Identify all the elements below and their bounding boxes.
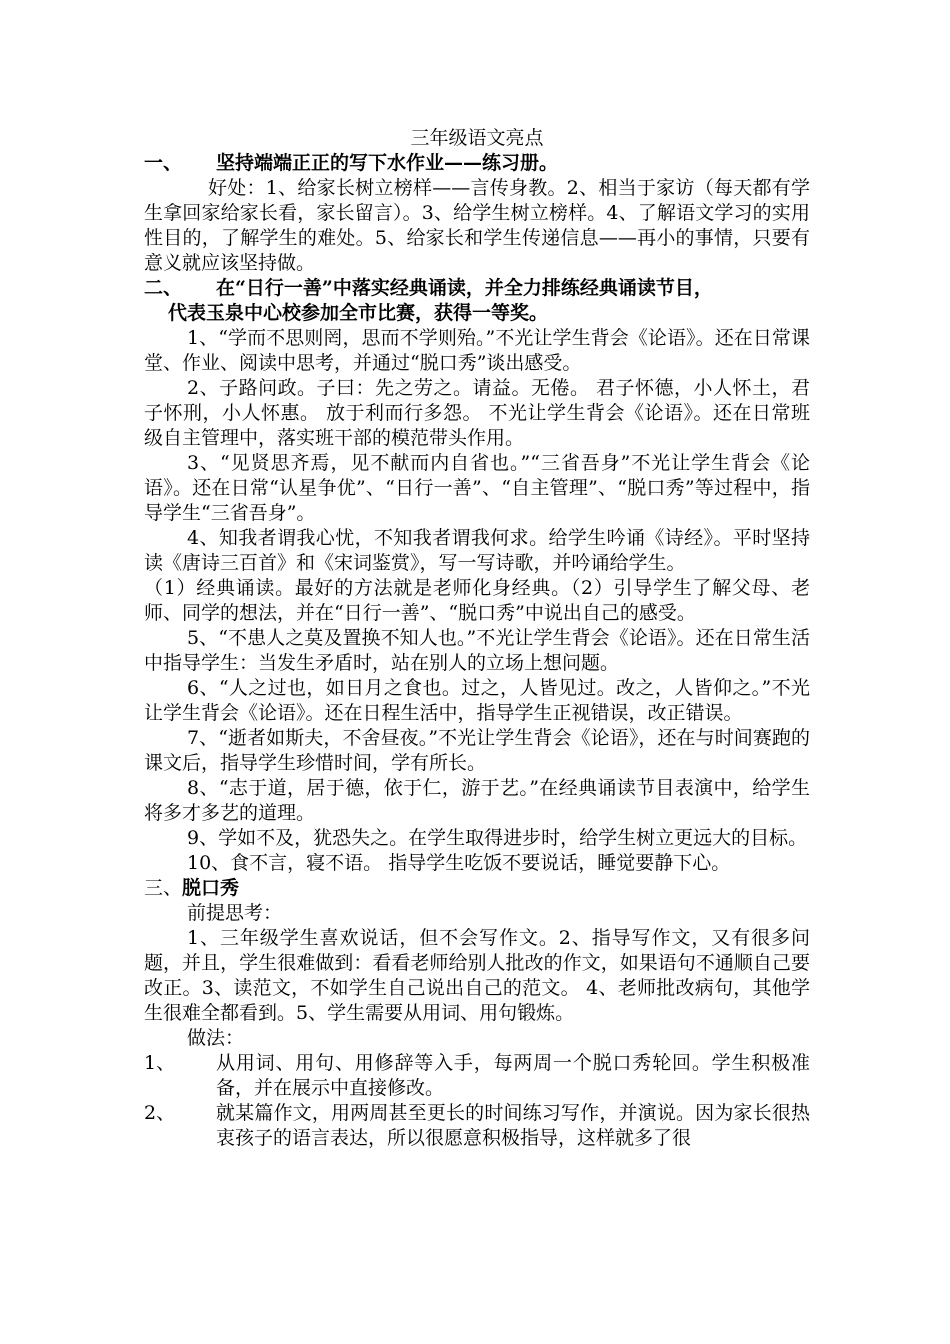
section-3-number: 三、 <box>144 877 183 899</box>
section-2-heading-line1: 在“日行一善”中落实经典诵读，并全力排练经典诵读节目， <box>216 277 713 299</box>
section-3-heading <box>144 876 810 901</box>
section-2-paragraph-5: 5、“不患人之莫及置换不知人也。”不光让学生背会《论语》。还在日常生活中指导学生：当发生矛盾时，站在别人的立场上想问题。 <box>144 627 810 674</box>
method-item-2-number: 2、 <box>144 1102 176 1124</box>
section-1-heading <box>144 151 810 176</box>
section-1-heading-text: 坚持端端正正的写下水作业——练习册。 <box>216 152 559 174</box>
section-2-heading <box>144 276 810 326</box>
section-2-paragraph-10: 10、食不言，寝不语。 指导学生吃饭不要说话，睡觉要静下心。 <box>187 852 731 874</box>
section-1-paragraph: 好处：1、给家长树立榜样——言传身教。2、相当于家访（每天都有学生拿回家给家长看，家长留言）。3、给学生树立榜样。4、了解语文学习的实用性目的，了解学生的难处。5、给家长和学生传递信息——再小的事情，只要有意义就应该坚持做。 <box>144 177 810 274</box>
method-item-1 <box>144 1051 810 1101</box>
method-item-1-number: 1、 <box>144 1052 176 1074</box>
premise-paragraph: 1、三年级学生喜欢说话，但不会写作文。2、指导写作文，又有很多问题，并且，学生很难做到：看看老师给别人批改的作文，如果语句不通顺自己要改正。3、读范文，不如学生自己说出自己的范文。 4、老师批改病句，其他学生很难全都看到。5、学生需要从用词、用句锻炼。 <box>144 927 810 1024</box>
section-2-paragraph-9: 9、学如不及，犹恐失之。在学生取得进步时，给学生树立更远大的目标。 <box>187 827 808 849</box>
method-item-2 <box>144 1101 810 1151</box>
section-3-heading-text: 脱口秀 <box>182 877 240 899</box>
section-2-paragraph-8: 8、“志于道，居于德，依于仁，游于艺。”在经典诵读节目表演中，给学生将多才多艺的道理。 <box>144 777 810 824</box>
section-1-number: 一、 <box>144 152 183 174</box>
document-title: 三年级语文亮点 <box>410 127 544 149</box>
method-item-2-text: 就某篇作文，用两周甚至更长的时间练习写作，并演说。因为家长很热衷孩子的语言表达，所以很愿意积极指导，这样就多了很 <box>216 1102 810 1149</box>
document-page <box>144 126 810 1151</box>
section-2-paragraph-3: 3、“见贤思齐焉，见不献而内自省也。”“三省吾身”不光让学生背会《论语》。还在日常“认星争优”、“日行一善”、“自主管理”、“脱口秀”等过程中，指导学生“三省吾身”。 <box>144 452 810 524</box>
method-item-1-text: 从用词、用句、用修辞等入手，每两周一个脱口秀轮回。学生积极准备，并在展示中直接修改。 <box>216 1052 810 1099</box>
section-2-paragraph-6: 6、“人之过也，如日月之食也。过之，人皆见过。改之，人皆仰之。”不光让学生背会《论语》。还在日程生活中，指导学生正视错误，改正错误。 <box>144 677 810 724</box>
section-2-heading-line2: 代表玉泉中心校参加全市比赛，获得一等奖。 <box>168 302 549 324</box>
section-2-paragraph-2: 2、子路问政。子曰：先之劳之。请益。无倦。 君子怀德，小人怀土，君子怀刑，小人怀惠。 放于利而行多怨。 不光让学生背会《论语》。还在日常班级自主管理中，落实班干部的模范带头作用。 <box>144 377 810 449</box>
section-2-number: 二、 <box>144 277 183 299</box>
method-label: 做法： <box>187 1027 245 1049</box>
section-2-paragraph-4b: （1）经典诵读。最好的方法就是老师化身经典。（2）引导学生了解父母、老师、同学的想法，并在“日行一善”、“脱口秀”中说出自己的感受。 <box>144 577 810 624</box>
section-2-paragraph-7: 7、“逝者如斯夫，不舍昼夜。”不光让学生背会《论语》，还在与时间赛跑的课文后，指导学生珍惜时间，学有所长。 <box>144 727 810 774</box>
premise-label: 前提思考： <box>187 902 283 924</box>
section-2-paragraph-1: 1、“学而不思则罔，思而不学则殆。”不光让学生背会《论语》。还在日常课堂、作业、阅读中思考，并通过“脱口秀”谈出感受。 <box>144 327 810 374</box>
section-2-paragraph-4: 4、知我者谓我心忧，不知我者谓我何求。给学生吟诵《诗经》。平时坚持读《唐诗三百首》和《宋词鉴赏》，写一写诗歌，并吟诵给学生。 <box>144 527 810 574</box>
